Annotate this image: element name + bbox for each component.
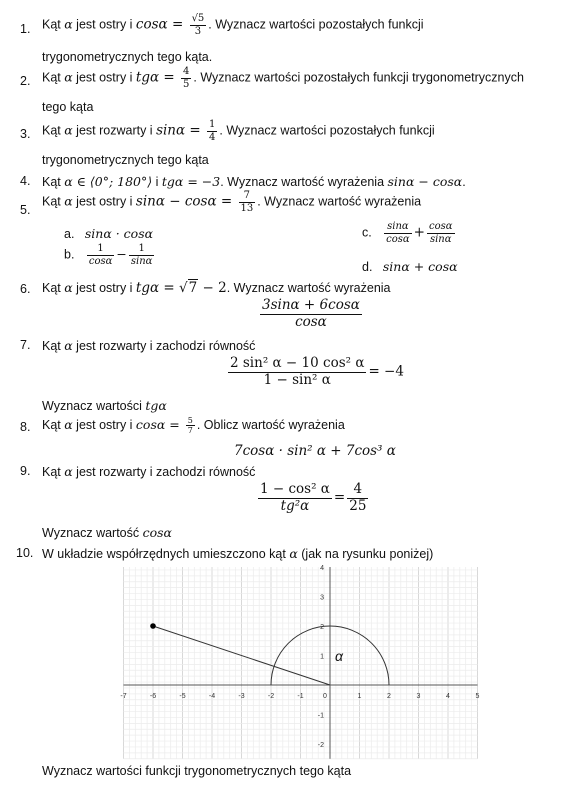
x-tick-label: -6	[149, 693, 157, 700]
problem-7-line3: Wyznacz wartości tgα	[42, 398, 167, 413]
problem-4-line1: Kąt α ∈ ⟨0°; 180°⟩ i tgα = −3. Wyznacz wartość wyrażenia sinα − cosα.	[42, 174, 466, 189]
y-tick-label: 1	[320, 653, 324, 661]
problem-10-line1: W układzie współrzędnych umieszczono kąt α (jak na rysunku poniżej)	[42, 546, 434, 561]
option-d: d. sinα + cosα	[362, 259, 458, 274]
problem-9-line3: Wyznacz wartość cosα	[42, 525, 172, 540]
problem-4-number: 4.	[20, 174, 31, 188]
x-tick-label: 2	[387, 693, 391, 700]
x-tick-label: -3	[238, 693, 245, 700]
problem-3-number: 3.	[20, 127, 31, 141]
problem-7-equation: $\frac{\text{2 sin² α − 10 cos² α}}{\text{1 − sin² α}}$ = −4	[230, 355, 404, 388]
problem-8-number: 8.	[20, 420, 31, 434]
problem-2-line1: Kąt α jest ostry i tgα = $\frac{4}{5}$ . Wyznacz wartości pozostałych funkcji trygonometrycznych	[42, 66, 524, 90]
x-tick-label: -4	[208, 693, 216, 700]
problem-5-number: 5.	[20, 203, 31, 217]
problem-6-number: 6.	[20, 282, 31, 296]
problem-1-number: 1.	[20, 22, 31, 36]
problem-10-footer: Wyznacz wartości funkcji trygonometrycznych tego kąta	[42, 764, 352, 778]
y-tick-label: -2	[317, 742, 324, 749]
problem-1-line1: Kąt α jest ostry i cosα = $\frac{√5}{3}$ . Wyznacz wartości pozostałych funkcji	[42, 13, 424, 37]
x-tick-label: 4	[446, 693, 450, 700]
problem-6-expression: $\frac{3\sin\alpha + 6\cos\alpha}{\cos\alpha}$	[262, 297, 360, 330]
problem-1-line2: trygonometrycznych tego kąta.	[42, 50, 213, 64]
problem-10-number: 10.	[16, 546, 34, 560]
x-tick-label: -7	[120, 693, 127, 700]
option-a: a. sinα · cosα	[64, 226, 154, 241]
problem-2-line2: tego kąta	[42, 100, 94, 114]
problem-3-line2: trygonometrycznych tego kąta	[42, 153, 209, 167]
problem-7-line1: Kąt α jest rozwarty i zachodzi równość	[42, 338, 256, 353]
option-c: c. $\frac{\sin\alpha}{\cos\alpha}$ + $\frac{\cos\alpha}{\sin\alpha}$	[362, 221, 453, 245]
y-tick-label: 2	[320, 624, 324, 631]
plot-shapes	[150, 623, 389, 685]
x-tick-label: 1	[357, 693, 362, 700]
problem-3-line1: Kąt α jest rozwarty i sinα = $\frac{1}{4}$ . Wyznacz wartości pozostałych funkcji	[42, 119, 435, 143]
y-tick-label: 4	[320, 565, 324, 572]
plot-tick-labels	[120, 565, 479, 749]
problem-8-line1: Kąt α jest ostry i cosα = $\frac{5}{7}$ . Oblicz wartość wyrażenia	[42, 416, 345, 436]
problem-9-line1: Kąt α jest rozwarty i zachodzi równość	[42, 464, 256, 479]
x-tick-label: -2	[267, 693, 275, 700]
y-tick-label: 3	[320, 594, 324, 602]
problem-9-equation: $\frac{\text{1 − cos² α}}{\text{tg²α}}$ = $\frac{4}{25}$	[260, 481, 367, 514]
problem-2-number: 2.	[20, 74, 31, 88]
problem-9-number: 9.	[20, 464, 31, 478]
plot-grid	[124, 567, 478, 759]
x-tick-label: 3	[416, 693, 421, 700]
x-tick-label: 0	[323, 693, 327, 700]
problem-5-line1: Kąt α jest ostry i sinα − cosα = $\frac{7}{13}$ . Wyznacz wartość wyrażenia	[42, 190, 422, 214]
coordinate-plot	[120, 560, 490, 765]
x-tick-label: -1	[297, 693, 304, 700]
problem-8-expression: 7cosα · sin² α + 7cos³ α	[234, 443, 396, 459]
option-b: b. $\frac{1}{\cos\alpha}$ − $\frac{1}{\sin\alpha}$	[64, 243, 153, 267]
angle-label: α	[335, 648, 343, 664]
problem-7-number: 7.	[20, 338, 31, 352]
problem-6-line1: Kąt α jest ostry i tgα = √7 − 2. Wyznacz wartość wyrażenia	[42, 280, 391, 296]
point-marker	[150, 623, 156, 629]
x-tick-label: -5	[179, 693, 186, 700]
y-tick-label: -1	[317, 712, 324, 720]
x-tick-label: 5	[475, 693, 480, 700]
